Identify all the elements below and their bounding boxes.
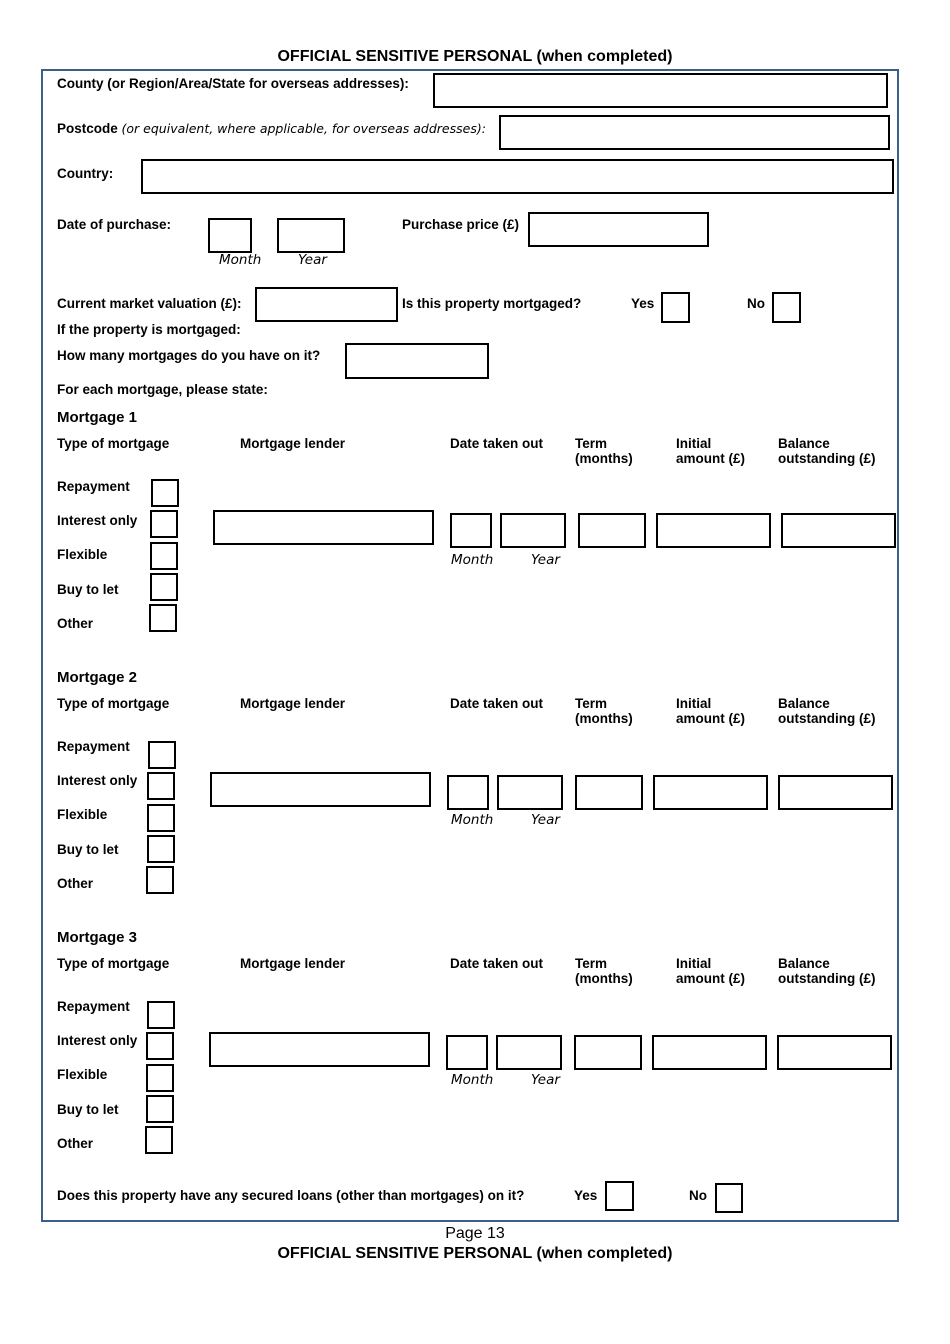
secured-loans-yes-label: Yes bbox=[574, 1188, 598, 1203]
mortgage-2-type-other-label: Other bbox=[57, 876, 94, 891]
mortgage-2-month-input[interactable] bbox=[447, 775, 489, 810]
mortgage-3-year-input[interactable] bbox=[496, 1035, 562, 1070]
secured-loans-no-checkbox[interactable] bbox=[715, 1183, 743, 1213]
mortgage-1-type-interest-only-checkbox[interactable] bbox=[150, 510, 178, 538]
county-label: County (or Region/Area/State for overseas addresses): bbox=[57, 76, 409, 91]
term-line-1: Term bbox=[575, 436, 608, 451]
mortgage-3-type-other-label: Other bbox=[57, 1136, 94, 1151]
mortgaged-yes-checkbox[interactable] bbox=[661, 292, 690, 323]
mortgaged-question: Is this property mortgaged? bbox=[402, 296, 582, 311]
header-marking: OFFICIAL SENSITIVE PERSONAL (when completed) bbox=[277, 48, 673, 65]
initial-line-2: amount (£) bbox=[676, 971, 745, 986]
balance-line-1: Balance bbox=[778, 956, 830, 971]
balance-line-2: outstanding (£) bbox=[778, 451, 876, 466]
secured-loans-yes-checkbox[interactable] bbox=[605, 1181, 634, 1211]
mortgage-2-col-lender: Mortgage lender bbox=[240, 696, 346, 711]
mortgage-1-col-type: Type of mortgage bbox=[57, 436, 170, 451]
mortgage-1-col-term bbox=[575, 436, 633, 466]
mortgage-2-type-interest-only-label: Interest only bbox=[57, 773, 138, 788]
county-input[interactable] bbox=[433, 73, 888, 108]
mortgage-3-type-repayment-checkbox[interactable] bbox=[147, 1001, 175, 1029]
mortgage-1-type-repayment-checkbox[interactable] bbox=[151, 479, 179, 507]
mortgage-1-balance-input[interactable] bbox=[781, 513, 896, 548]
mortgage-2-col-balance bbox=[778, 696, 876, 726]
mortgage-2-col-term bbox=[575, 696, 633, 726]
mortgage-3-type-buy-to-let-label: Buy to let bbox=[57, 1102, 119, 1117]
mortgage-1-year-input[interactable] bbox=[500, 513, 566, 548]
mortgage-1-type-buy-to-let-checkbox[interactable] bbox=[150, 573, 178, 601]
if-mortgaged-label: If the property is mortgaged: bbox=[57, 322, 241, 337]
mortgage-2-type-buy-to-let-checkbox[interactable] bbox=[147, 835, 175, 863]
mortgage-1-title: Mortgage 1 bbox=[57, 409, 138, 426]
mortgage-2-type-buy-to-let-label: Buy to let bbox=[57, 842, 119, 857]
mortgage-3-type-other-checkbox[interactable] bbox=[145, 1126, 173, 1154]
mortgage-2-year-caption: Year bbox=[531, 812, 560, 828]
secured-loans-question: Does this property have any secured loans (other than mortgages) on it? bbox=[57, 1188, 525, 1203]
secured-loans-no-label: No bbox=[689, 1188, 707, 1203]
mortgage-2-col-date: Date taken out bbox=[450, 696, 544, 711]
mortgage-3-term-input[interactable] bbox=[574, 1035, 642, 1070]
mortgage-1-type-other-checkbox[interactable] bbox=[149, 604, 177, 632]
mortgage-2-balance-input[interactable] bbox=[778, 775, 893, 810]
mortgage-3-initial-input[interactable] bbox=[652, 1035, 767, 1070]
mortgage-2-month-caption: Month bbox=[451, 812, 494, 828]
mortgage-3-type-repayment-label: Repayment bbox=[57, 999, 130, 1014]
mortgaged-no-checkbox[interactable] bbox=[772, 292, 801, 323]
mortgage-1-type-other-label: Other bbox=[57, 616, 94, 631]
mortgage-1-type-interest-only-label: Interest only bbox=[57, 513, 138, 528]
mortgage-3-month-input[interactable] bbox=[446, 1035, 488, 1070]
mortgage-2-type-flexible-checkbox[interactable] bbox=[147, 804, 175, 832]
balance-line-1: Balance bbox=[778, 696, 830, 711]
mortgage-1-col-lender: Mortgage lender bbox=[240, 436, 346, 451]
purchase-month-input[interactable] bbox=[208, 218, 252, 253]
mortgage-3-type-interest-only-checkbox[interactable] bbox=[146, 1032, 174, 1060]
initial-line-1: Initial bbox=[676, 696, 712, 711]
postcode-label bbox=[57, 121, 486, 136]
mortgage-2-type-interest-only-checkbox[interactable] bbox=[147, 772, 175, 800]
country-label: Country: bbox=[57, 166, 114, 181]
mortgage-1-type-repayment-label: Repayment bbox=[57, 479, 130, 494]
how-many-mortgages-label: How many mortgages do you have on it? bbox=[57, 348, 321, 363]
mortgage-2-term-input[interactable] bbox=[575, 775, 643, 810]
mortgage-1-initial-input[interactable] bbox=[656, 513, 771, 548]
mortgage-1-month-input[interactable] bbox=[450, 513, 492, 548]
purchase-price-input[interactable] bbox=[528, 212, 709, 247]
for-each-mortgage-label: For each mortgage, please state: bbox=[57, 382, 268, 397]
mortgage-3-year-caption: Year bbox=[531, 1072, 560, 1088]
valuation-label: Current market valuation (£): bbox=[57, 296, 242, 311]
mortgage-2-year-input[interactable] bbox=[497, 775, 563, 810]
mortgage-2-col-initial bbox=[676, 696, 745, 726]
mortgage-3-col-lender: Mortgage lender bbox=[240, 956, 346, 971]
purchase-price-label: Purchase price (£) bbox=[402, 217, 520, 232]
term-line-1: Term bbox=[575, 956, 608, 971]
term-line-2: (months) bbox=[575, 971, 633, 986]
mortgage-3-type-buy-to-let-checkbox[interactable] bbox=[146, 1095, 174, 1123]
mortgage-1-type-flexible-checkbox[interactable] bbox=[150, 542, 178, 570]
mortgage-1-col-balance bbox=[778, 436, 876, 466]
mortgage-3-title: Mortgage 3 bbox=[57, 929, 138, 946]
mortgaged-no-label: No bbox=[747, 296, 765, 311]
initial-line-2: amount (£) bbox=[676, 711, 745, 726]
postcode-label-text: Postcode bbox=[57, 121, 118, 136]
term-line-1: Term bbox=[575, 696, 608, 711]
mortgage-1-year-caption: Year bbox=[531, 552, 560, 568]
mortgage-3-lender-input[interactable] bbox=[209, 1032, 430, 1067]
mortgage-3-col-balance bbox=[778, 956, 876, 986]
mortgage-1-month-caption: Month bbox=[451, 552, 494, 568]
mortgage-1-type-flexible-label: Flexible bbox=[57, 547, 108, 562]
initial-line-2: amount (£) bbox=[676, 451, 745, 466]
mortgage-1-type-buy-to-let-label: Buy to let bbox=[57, 582, 119, 597]
how-many-mortgages-input[interactable] bbox=[345, 343, 489, 379]
mortgage-2-lender-input[interactable] bbox=[210, 772, 431, 807]
balance-line-2: outstanding (£) bbox=[778, 711, 876, 726]
mortgage-1-col-date: Date taken out bbox=[450, 436, 544, 451]
mortgage-2-type-repayment-checkbox[interactable] bbox=[148, 741, 176, 769]
balance-line-2: outstanding (£) bbox=[778, 971, 876, 986]
postcode-input[interactable] bbox=[499, 115, 890, 150]
mortgage-1-lender-input[interactable] bbox=[213, 510, 434, 545]
purchase-month-caption: Month bbox=[219, 252, 262, 268]
mortgage-2-title: Mortgage 2 bbox=[57, 669, 138, 686]
mortgage-1-term-input[interactable] bbox=[578, 513, 646, 548]
mortgage-2-type-other-checkbox[interactable] bbox=[146, 866, 174, 894]
mortgage-3-type-interest-only-label: Interest only bbox=[57, 1033, 138, 1048]
valuation-input[interactable] bbox=[255, 287, 398, 322]
mortgage-3-col-date: Date taken out bbox=[450, 956, 544, 971]
purchase-year-caption: Year bbox=[298, 252, 327, 268]
mortgage-2-col-type: Type of mortgage bbox=[57, 696, 170, 711]
term-line-2: (months) bbox=[575, 451, 633, 466]
mortgage-3-type-flexible-label: Flexible bbox=[57, 1067, 108, 1082]
mortgage-3-type-flexible-checkbox[interactable] bbox=[146, 1064, 174, 1092]
mortgaged-yes-label: Yes bbox=[631, 296, 655, 311]
date-of-purchase-label: Date of purchase: bbox=[57, 217, 172, 232]
initial-line-1: Initial bbox=[676, 436, 712, 451]
initial-line-1: Initial bbox=[676, 956, 712, 971]
mortgage-3-col-type: Type of mortgage bbox=[57, 956, 170, 971]
term-line-2: (months) bbox=[575, 711, 633, 726]
mortgage-3-balance-input[interactable] bbox=[777, 1035, 892, 1070]
country-input[interactable] bbox=[141, 159, 894, 194]
mortgage-2-type-repayment-label: Repayment bbox=[57, 739, 130, 754]
mortgage-3-month-caption: Month bbox=[451, 1072, 494, 1088]
postcode-note: (or equivalent, where applicable, for overseas addresses): bbox=[121, 121, 486, 136]
purchase-year-input[interactable] bbox=[277, 218, 345, 253]
mortgage-2-initial-input[interactable] bbox=[653, 775, 768, 810]
mortgage-1-col-initial bbox=[676, 436, 745, 466]
mortgage-3-col-initial bbox=[676, 956, 745, 986]
mortgage-3-col-term bbox=[575, 956, 633, 986]
mortgage-2-type-flexible-label: Flexible bbox=[57, 807, 108, 822]
page-number: Page 13 bbox=[445, 1225, 505, 1242]
footer-marking: OFFICIAL SENSITIVE PERSONAL (when completed) bbox=[277, 1245, 673, 1262]
balance-line-1: Balance bbox=[778, 436, 830, 451]
